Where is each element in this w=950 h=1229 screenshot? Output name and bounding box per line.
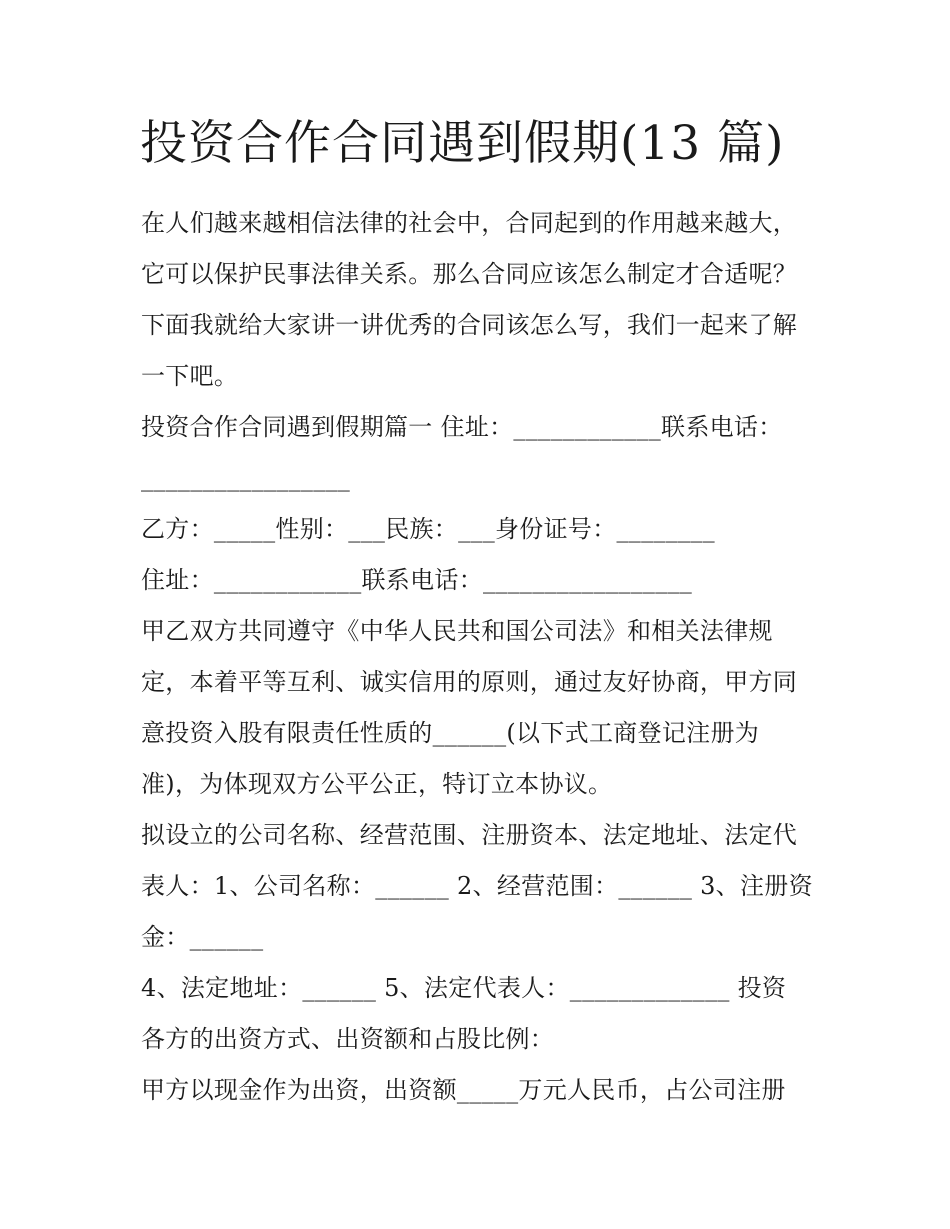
body-line: 乙方：_____性别：___民族：___身份证号：________ (141, 515, 715, 543)
body-line: 4、法定地址：______ 5、法定代表人：_____________ 投资 (141, 974, 787, 1002)
body-line: 它可以保护民事法律关系。那么合同应该怎么制定才合适呢？ (141, 260, 798, 288)
body-line: 投资合作合同遇到假期篇一 住址：____________联系电话： (141, 413, 783, 441)
body-line: 下面我就给大家讲一讲优秀的合同该怎么写，我们一起来了解 (141, 311, 798, 339)
body-line: 金：______ (141, 923, 264, 951)
body-line: 定，本着平等互利、诚实信用的原则，通过友好协商，甲方同 (141, 668, 798, 696)
body-line: 表人：1、公司名称：______ 2、经营范围：______ 3、注册资 (141, 872, 813, 900)
body-line: 甲乙双方共同遵守《中华人民共和国公司法》和相关法律规 (141, 617, 773, 645)
body-line: 在人们越来越相信法律的社会中，合同起到的作用越来越大， (141, 209, 798, 237)
body-line: 一下吧。 (141, 362, 239, 390)
body-line: 住址：____________联系电话：_________________ (141, 566, 693, 594)
body-line: _________________ (141, 464, 351, 492)
body-line: 甲方以现金作为出资，出资额_____万元人民币，占公司注册 (141, 1076, 786, 1104)
body-line: 意投资入股有限责任性质的______(以下式工商登记注册为 (141, 719, 760, 747)
body-line: 拟设立的公司名称、经营范围、注册资本、法定地址、法定代 (141, 821, 798, 849)
document-body (141, 198, 821, 1116)
body-line: 各方的出资方式、出资额和占股比例： (141, 1025, 555, 1053)
body-line: 准)，为体现双方公平公正，特订立本协议。 (141, 770, 613, 798)
document-title: 投资合作合同遇到假期(13 篇) (140, 116, 785, 171)
